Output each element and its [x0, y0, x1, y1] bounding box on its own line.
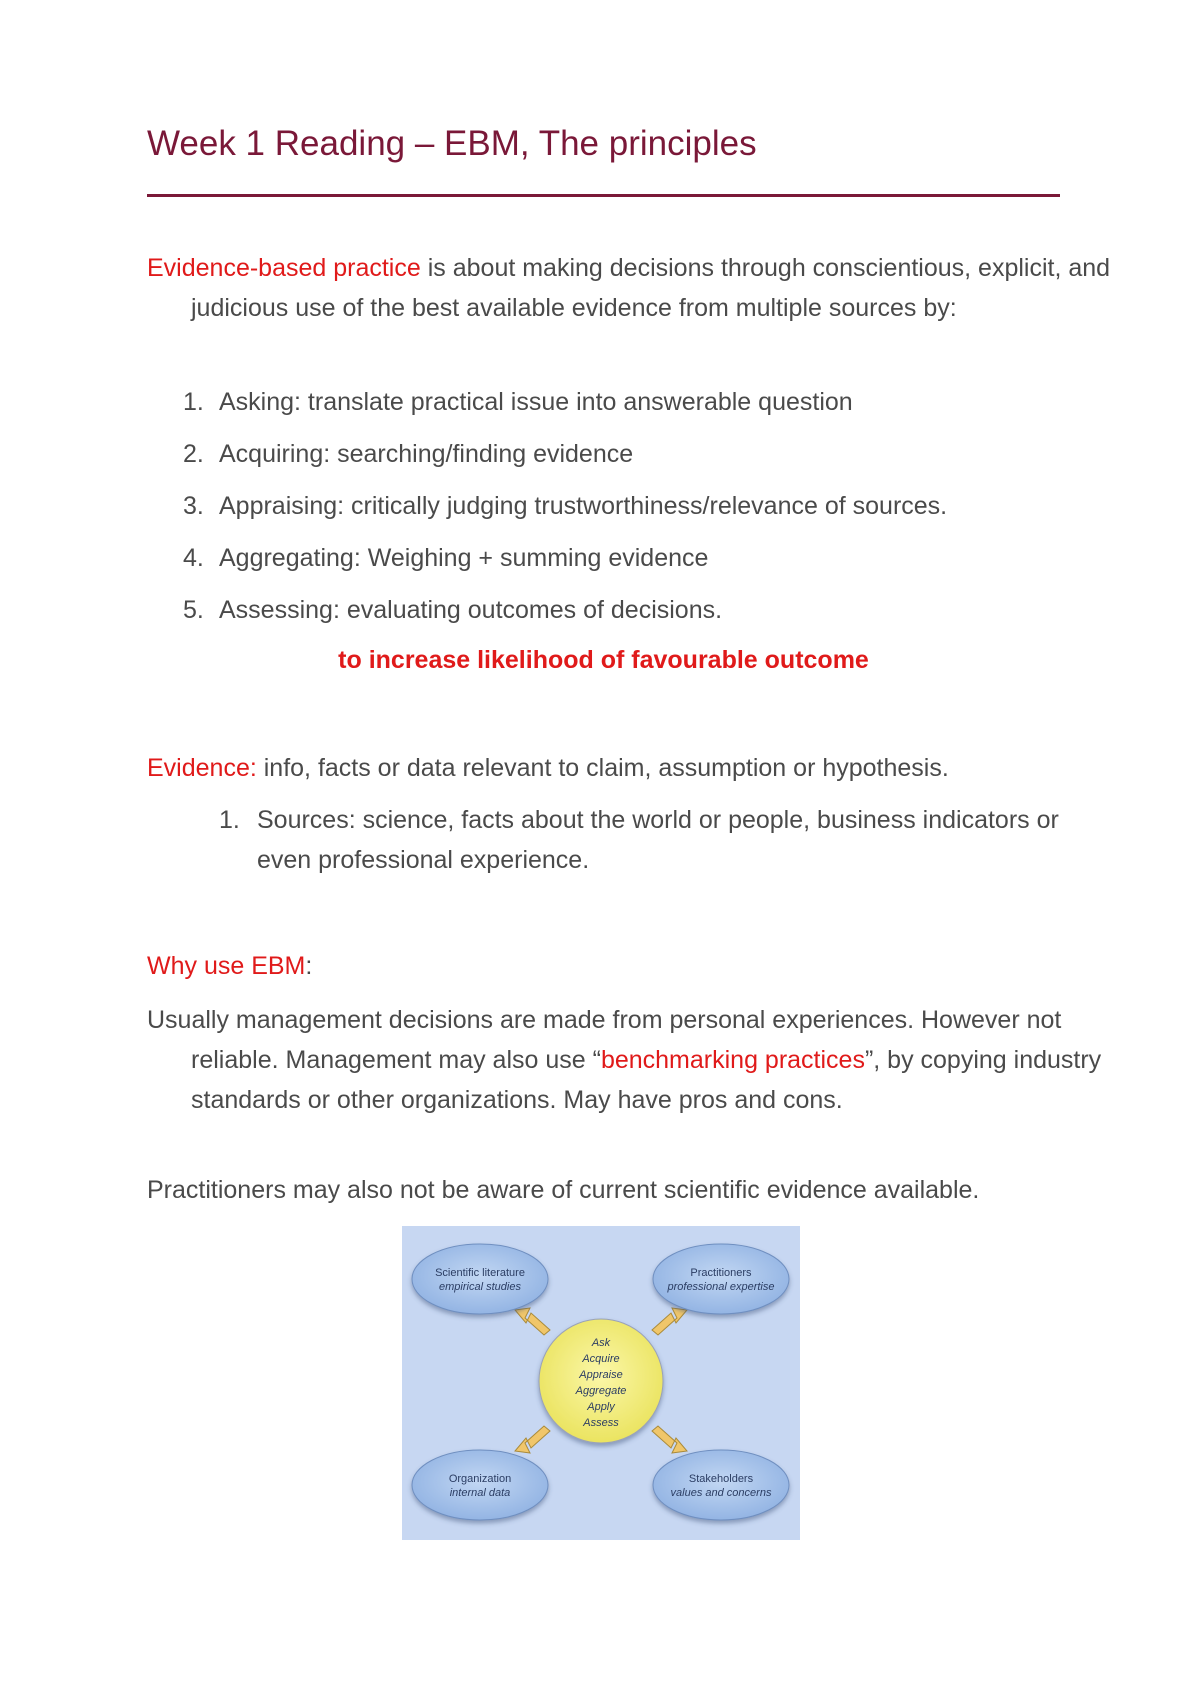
center-line: Aggregate: [575, 1385, 627, 1397]
list-item: 3. Appraising: critically judging trustworthiness/relevance of sources.: [183, 492, 948, 520]
svg-text:empirical studies: empirical studies: [439, 1281, 521, 1293]
list-item: 5. Assessing: evaluating outcomes of decisions.: [183, 596, 723, 624]
center-line: Acquire: [582, 1353, 620, 1365]
svg-text:Stakeholders: Stakeholders: [688, 1473, 754, 1485]
svg-text:Scientific literature: Scientific literature: [435, 1267, 525, 1279]
ebp-term: Evidence-based practice: [147, 254, 421, 282]
center-line: Apply: [587, 1401, 615, 1413]
center-line: Assess: [583, 1417, 619, 1429]
list-item: 4. Aggregating: Weighing + summing evidence: [183, 544, 709, 572]
benchmarking-term: benchmarking practices: [600, 1046, 865, 1074]
title-divider: [147, 194, 1060, 197]
ebp-emphasis: to increase likelihood of favourable outcome: [338, 646, 869, 674]
why-heading-text: Why use EBM: [147, 952, 306, 980]
svg-text:professional expertise: professional expertise: [667, 1281, 775, 1293]
bubble-scientific-literature: [412, 1244, 548, 1314]
svg-text:Organization: Organization: [448, 1473, 512, 1485]
center-line: Appraise: [579, 1369, 623, 1381]
evidence-sources-list: [147, 800, 1077, 880]
svg-text:internal data: internal data: [449, 1487, 511, 1499]
center-line: Ask: [591, 1337, 611, 1349]
evidence-definition-text: info, facts or data relevant to claim, assumption or hypothesis.: [256, 754, 949, 782]
why-paragraph-2: Practitioners may also not be aware of current scientific evidence available.: [147, 1176, 980, 1204]
why-heading: Why use EBM:: [147, 952, 313, 980]
bubble-stakeholders: [653, 1450, 789, 1520]
list-item: 1. Asking: translate practical issue into answerable question: [183, 388, 853, 416]
ebm-sources-diagram: [402, 1226, 800, 1540]
page-title: Week 1 Reading – EBM, The principles: [147, 124, 757, 163]
svg-text:values and concerns: values and concerns: [670, 1487, 772, 1499]
list-item: 1. Sources: science, facts about the world or people, business indicators or even professional experience.: [219, 806, 1059, 874]
why-paragraph-1: Usually management decisions are made from personal experiences. However not reliable. Management may also use “benchmarking practices”, by copying industry standards or other organizations. May have pros and cons.: [147, 1006, 1102, 1114]
evidence-term: Evidence:: [147, 754, 257, 782]
list-item: 2. Acquiring: searching/finding evidence: [183, 440, 634, 468]
center-circle: [539, 1319, 663, 1443]
svg-text:Practitioners: Practitioners: [690, 1267, 752, 1279]
ebp-definition: [147, 248, 1121, 328]
ebp-definition-text: is about making decisions through conscientious, explicit, and judicious use of the best available evidence from multiple sources by:: [191, 254, 1111, 322]
evidence-definition: [147, 748, 1121, 788]
bubble-organization: [412, 1450, 548, 1520]
ebp-steps-list: [147, 376, 1077, 636]
bubble-practitioners: [653, 1244, 789, 1314]
